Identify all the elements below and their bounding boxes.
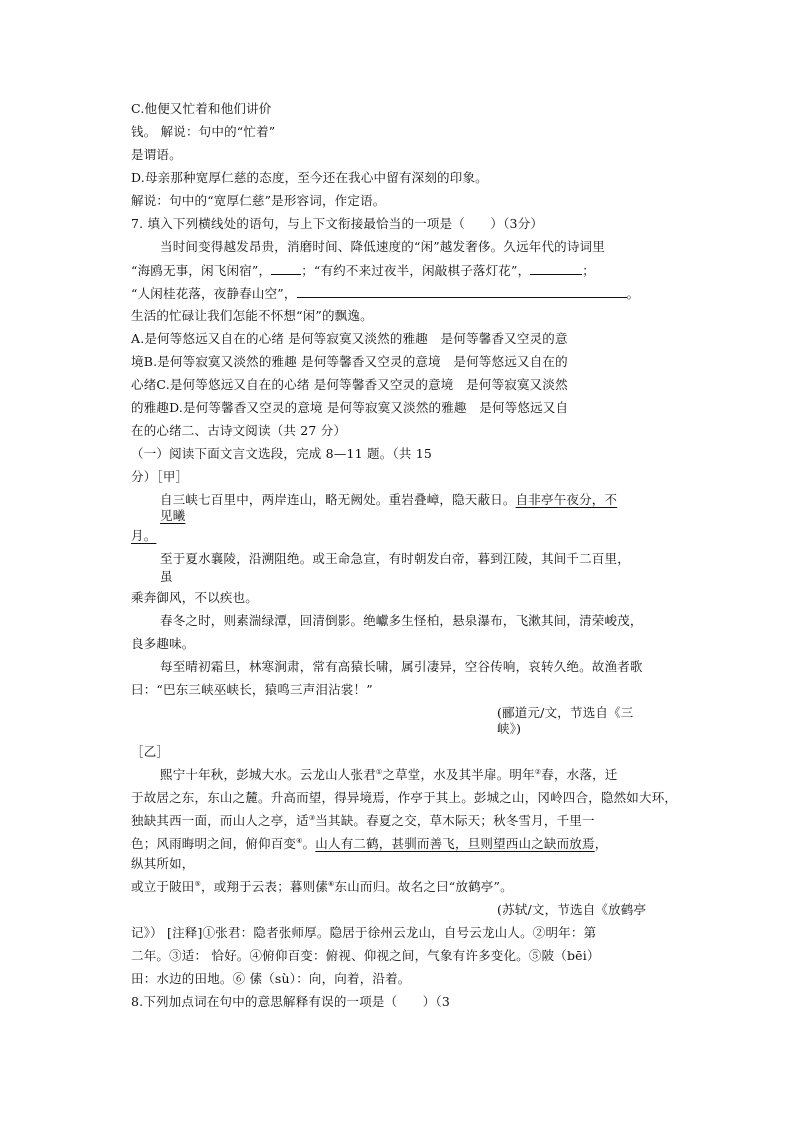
option-line: A.是何等悠远又自在的心绪 是何等寂寞又淡然的雅趣 是何等馨香又空灵的意 (131, 331, 568, 346)
explanation-line: 钱。 解说：句中的“忙着” (131, 124, 276, 139)
source-citation: (苏轼/文，节选自《放鹤亭 (497, 902, 647, 917)
option-d-line: D.母亲那种宽厚仁慈的态度，至今还在我心中留有深刻的印象。 (131, 170, 488, 185)
annotation-line: 田：水边的田地。⑥ 傃（sù）：向，向着，沿着。 (131, 971, 411, 986)
footnote-marker: ② (534, 767, 542, 776)
option-line: 境B.是何等寂寞又淡然的雅趣 是何等馨香又空灵的意境 是何等悠远又自在的 (131, 354, 568, 369)
reading-instruction: 分）［甲］ (131, 469, 189, 484)
option-c-line: C.他便又忙着和他们讲价 (131, 101, 272, 116)
passage-line-blanks: “人闲桂花落，夜静春山空”， 。 (131, 286, 640, 301)
classical-text-line: 乘奔御风，不以疾也。 (131, 590, 259, 605)
footnote-marker: ③ (308, 813, 316, 822)
classical-text-line: 色；风雨晦明之间，俯仰百变④。山人有二鹤，甚驯而善飞，旦则望西山之缺而放焉， (131, 836, 608, 851)
source-citation: (郦道元/文，节选自《三 (497, 705, 634, 720)
explanation-line: 解说：句中的“宽厚仁慈”是形容词，作定语。 (131, 193, 386, 208)
classical-text-line: 纵其所如， (131, 856, 195, 871)
footnote-marker: ④ (296, 836, 303, 845)
classical-text-line: 至于夏水襄陵，沿溯阻绝。或王命急宣，有时朝发白帝，暮到江陵，其间千二百里， (160, 551, 630, 566)
footnote-marker: ⑥ (328, 879, 335, 888)
classical-text-line: 月。 (131, 528, 157, 543)
footnote-marker: ⑤ (194, 879, 201, 888)
underlined-sentence: 自非亭午夜分，不 (515, 492, 618, 507)
classical-text-line: 虽 (160, 569, 173, 584)
option-line: 的雅趣D.是何等馨香又空灵的意境 是何等寂寞又淡然的雅趣 是何等悠远又自 (131, 400, 569, 415)
passage-line: 当时间变得越发昂贵，消磨时间、降低速度的“闲”越发奢侈。久远年代的诗词里 (160, 239, 605, 254)
classical-text-line: 见曦 (160, 508, 186, 523)
underlined-sentence: 山人有二鹤，甚驯而善飞，旦则望西山之缺而放焉 (315, 836, 595, 851)
footnote-marker: ① (375, 767, 383, 776)
classical-text-line: 春冬之时，则素湍绿潭，回清倒影。绝巘多生怪柏，悬泉瀑布，飞漱其间，清荣峻茂， (160, 613, 643, 628)
classical-text-line: 独缺其西一面，而山人之亭，适③当其缺。春夏之交，草木际天；秋冬雪月，千里一 (131, 813, 595, 828)
question-7-stem: 7. 填入下列横线处的语句，与上下文衔接最恰当的一项是（ ）（3分） (131, 216, 544, 231)
source-citation: 峡》) (497, 721, 522, 736)
answer-blank (271, 262, 301, 275)
classical-text-line: 自三峡七百里中，两岸连山，略无阙处。重岩叠嶂，隐天蔽日。自非亭午夜分，不 (160, 492, 618, 507)
annotation-line: 二年。③适： 恰好。④俯仰百变：俯视、仰视之间，气象有许多变化。⑤陂（bēi） (131, 948, 600, 963)
passage-line: 生活的忙碌让我们怎能不怀想“闲”的飘逸。 (131, 308, 373, 323)
answer-blank (530, 262, 582, 275)
classical-text-line: 曰：“巴东三峡巫峡长，猿鸣三声泪沾裳！” (131, 682, 373, 697)
section-heading: 在的心绪二、古诗文阅读（共 27 分） (131, 423, 347, 438)
explanation-line: 是谓语。 (131, 147, 182, 162)
annotation-line: 记》） [注释]①张君：隐者张师厚。隐居于徐州云龙山，自号云龙山人。②明年：第 (131, 925, 597, 940)
classical-text-line: 于故居之东，东山之麓。升高而望，得异境焉，作亭于其上。彭城之山，冈岭四合，隐然如大环， (131, 790, 678, 805)
classical-text-line: 或立于陂田⑤，或翔于云表；暮则傃⑥东山而归。故名之曰“放鹤亭”。 (131, 879, 513, 894)
classical-text-line: 良多趣味。 (131, 636, 195, 651)
classical-text-line: 每至晴初霜旦，林寒涧肃，常有高猿长啸，属引凄异，空谷传响，哀转久绝。故渔者歌 (160, 659, 643, 674)
reading-instruction: （一）阅读下面文言文选段，完成 8—11 题。（共 15 (131, 446, 433, 461)
question-8-stem: 8.下列加点词在句中的意思解释有误的一项是（ ）（3 (131, 994, 451, 1009)
passage-line-blanks: “海鸥无事，闲飞闲宿”， ；“有约不来过夜半，闲敲棋子落灯花”， ； (131, 263, 595, 278)
classical-text-line: 熙宁十年秋，彭城大水。云龙山人张君①之草堂，水及其半扉。明年②春，水落，迁 (160, 767, 618, 782)
passage-label: ［乙］ (131, 744, 170, 759)
option-line: 心绪C.是何等悠远又自在的心绪 是何等馨香又空灵的意境 是何等寂寞又淡然 (131, 377, 568, 392)
answer-blank (297, 285, 627, 298)
